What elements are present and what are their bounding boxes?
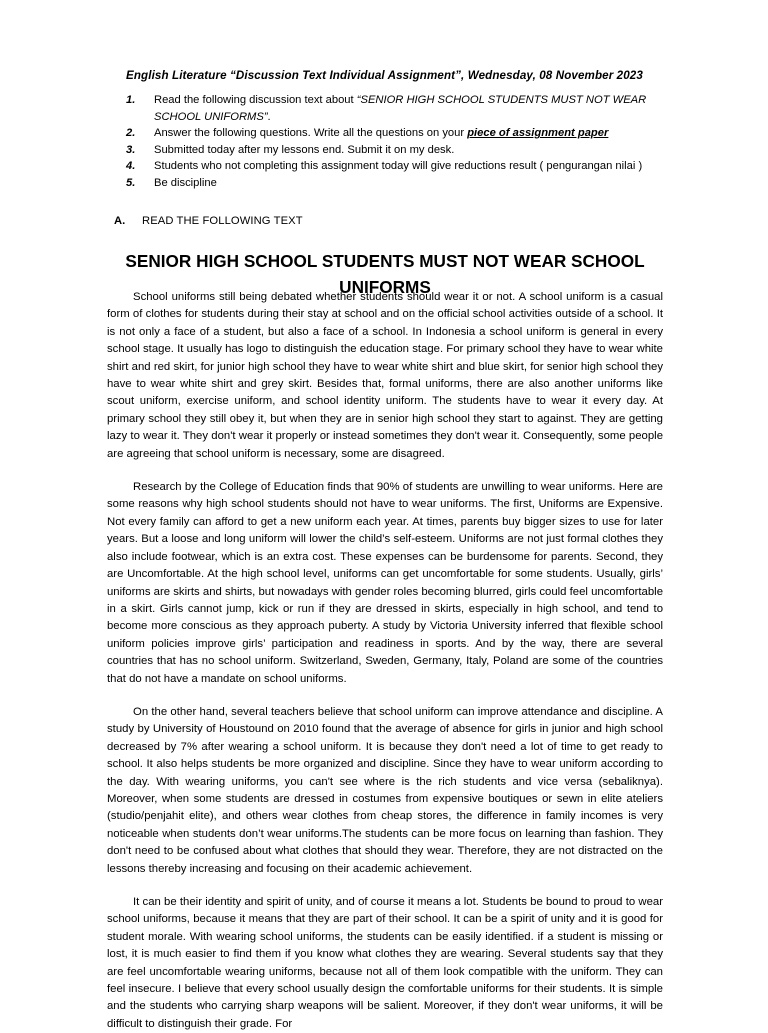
page-title: SENIOR HIGH SCHOOL STUDENTS MUST NOT WEAR SCHOOL UNIFORMS [125,250,645,297]
list-item [126,92,666,125]
list-item-text-plain: Read the following discussion text about [154,94,357,106]
list-item-text-plain: Answer the following questions. Write all the questions on your [154,127,468,140]
list-item-number: 2. [126,127,136,140]
list-item-number: 1. [126,94,136,106]
list-item-text: Submitted today after my lessons end. Submit it on my desk. [154,143,455,156]
body-paragraph: School uniforms still being debated whether students should wear it or not. A school uniform is a casual form of clothes for students during their stay at school and on the official school activities outside of a school. It is not only a face of a student, but also a face of a school. In Indonesia a school uniform is general in every school stage. It usually has logo to distinguish the education stage. For primary school they have to wear white shirt and red skirt, for junior high school they have to wear white shirt and blue skirt, for senior high school they have to wear white shirt and grey skirt. Besides that, formal uniforms, there are also another uniforms like scout uniform, exercise uniform, and school identity uniform. The students have to wear it every day. At primary school they still obey it, but when they are in senior high school they start to against. They are getting lazy to wear it. They don't wear it properly or instead sometimes they don't wear it. Consequently, some people are agreeing that school uniform is necessary, some are disagreed. [107,291,663,460]
list-item [126,125,666,142]
list-item-number: 3. [126,143,136,156]
list-item-text-tail: . [267,110,271,123]
list-item [126,158,666,175]
document-body [107,289,663,1033]
list-item-text-underlined: piece of assignment paper [467,127,609,140]
list-item-number: 5. [126,176,136,189]
list-item-text [154,92,666,125]
list-item-text: Be discipline [154,176,217,189]
section-label: READ THE FOLLOWING TEXT [142,215,303,227]
instruction-list [126,92,666,192]
list-item-text [154,125,666,142]
body-paragraph: It can be their identity and spirit of unity, and of course it means a lot. Students be bound to proud to wear school uniforms, because it means that they are part of their school. It can be a spirit of unity and it is good for student morale. With wearing school uniforms, the students can be easily identified. if a student is missing or lost, it is much easier to find them if you know what clothes they are wearing. Several students say that they are feel uncomfortable wearing uniforms, because not all of them look compatible with the uniform. They can feel insecure. I believe that every school usually design the comfortable uniforms for their students. It is simple and the students who carrying sharp weapons will be salient. Moreover, if they don't wear uniforms, it will be difficult to distinguish their grade. For [107,896,663,1030]
list-item-number: 4. [126,160,136,173]
section-letter: A. [114,215,126,227]
section-heading [114,213,303,229]
list-item [126,175,666,192]
body-paragraph: Research by the College of Education finds that 90% of students are unwilling to wear uniforms. Here are some reasons why high school students should not have to wear uniforms. The first, Uniforms are Expensive. Not every family can afford to get a new uniform each year. At times, parents buy bigger sizes to use for later years. But a loose and long uniform will lower the child’s self-esteem. Uniforms are not just formal clothes they also include footwear, which is an extra cost. These expenses can be burdensome for parents. Second, they are Uncomfortable. At the high school level, uniforms can get uncomfortable for some students. Usually, girls’ uniforms are skirts and shirts, but nowadays with gender roles becoming blurred, girls could feel uncomfortable in a skirt. Girls cannot jump, kick or run if they are dressed in skirts, especially in high school, and tend to become more conscious as they approach puberty. A study by Victoria University inferred that flexible school uniform policies improve girls’ participation and readiness in sports. And by the way, there are several countries that has no school uniform. Switzerland, Sweden, Germany, Italy, Poland are some of the countries that do not have a mandate on school uniforms. [107,481,663,685]
body-paragraph: On the other hand, several teachers believe that school uniform can improve attendance and discipline. A study by University of Houstound on 2010 found that the average of absence for girls in junior and high school decreased by 7% after wearing a school uniform. It is because they don't need a lot of time to get ready to school. It also helps students be more organized and discipline. Since they have to wear uniform according to the day. With wearing uniforms, you can't see where is the rich students and vice versa (sebaliknya). Moreover, when some students are dressed in costumes from expensive boutiques or sewn in elite ateliers (studio/penjahit elite), and others wear clothes from cheap stores, the difference in family incomes is very noticeable when students don’t wear uniforms.The students can be more focus on learning than fashion. They don't need to be confused about what clothes that should they wear. Therefore, they are not distracted on the lessons thereby increasing and focusing on their academic achievement. [107,705,663,875]
document-header: English Literature “Discussion Text Individual Assignment”, Wednesday, 08 November 2023 [126,69,643,82]
list-item-text: Students who not completing this assignment today will give reductions result ( pengurangan nilai ) [154,160,643,173]
list-item-text-italic: “SENIOR HIGH SCHOOL STUDENTS MUST NOT WEAR SCHOOL UNIFORMS” [154,94,647,123]
list-item [126,142,666,159]
